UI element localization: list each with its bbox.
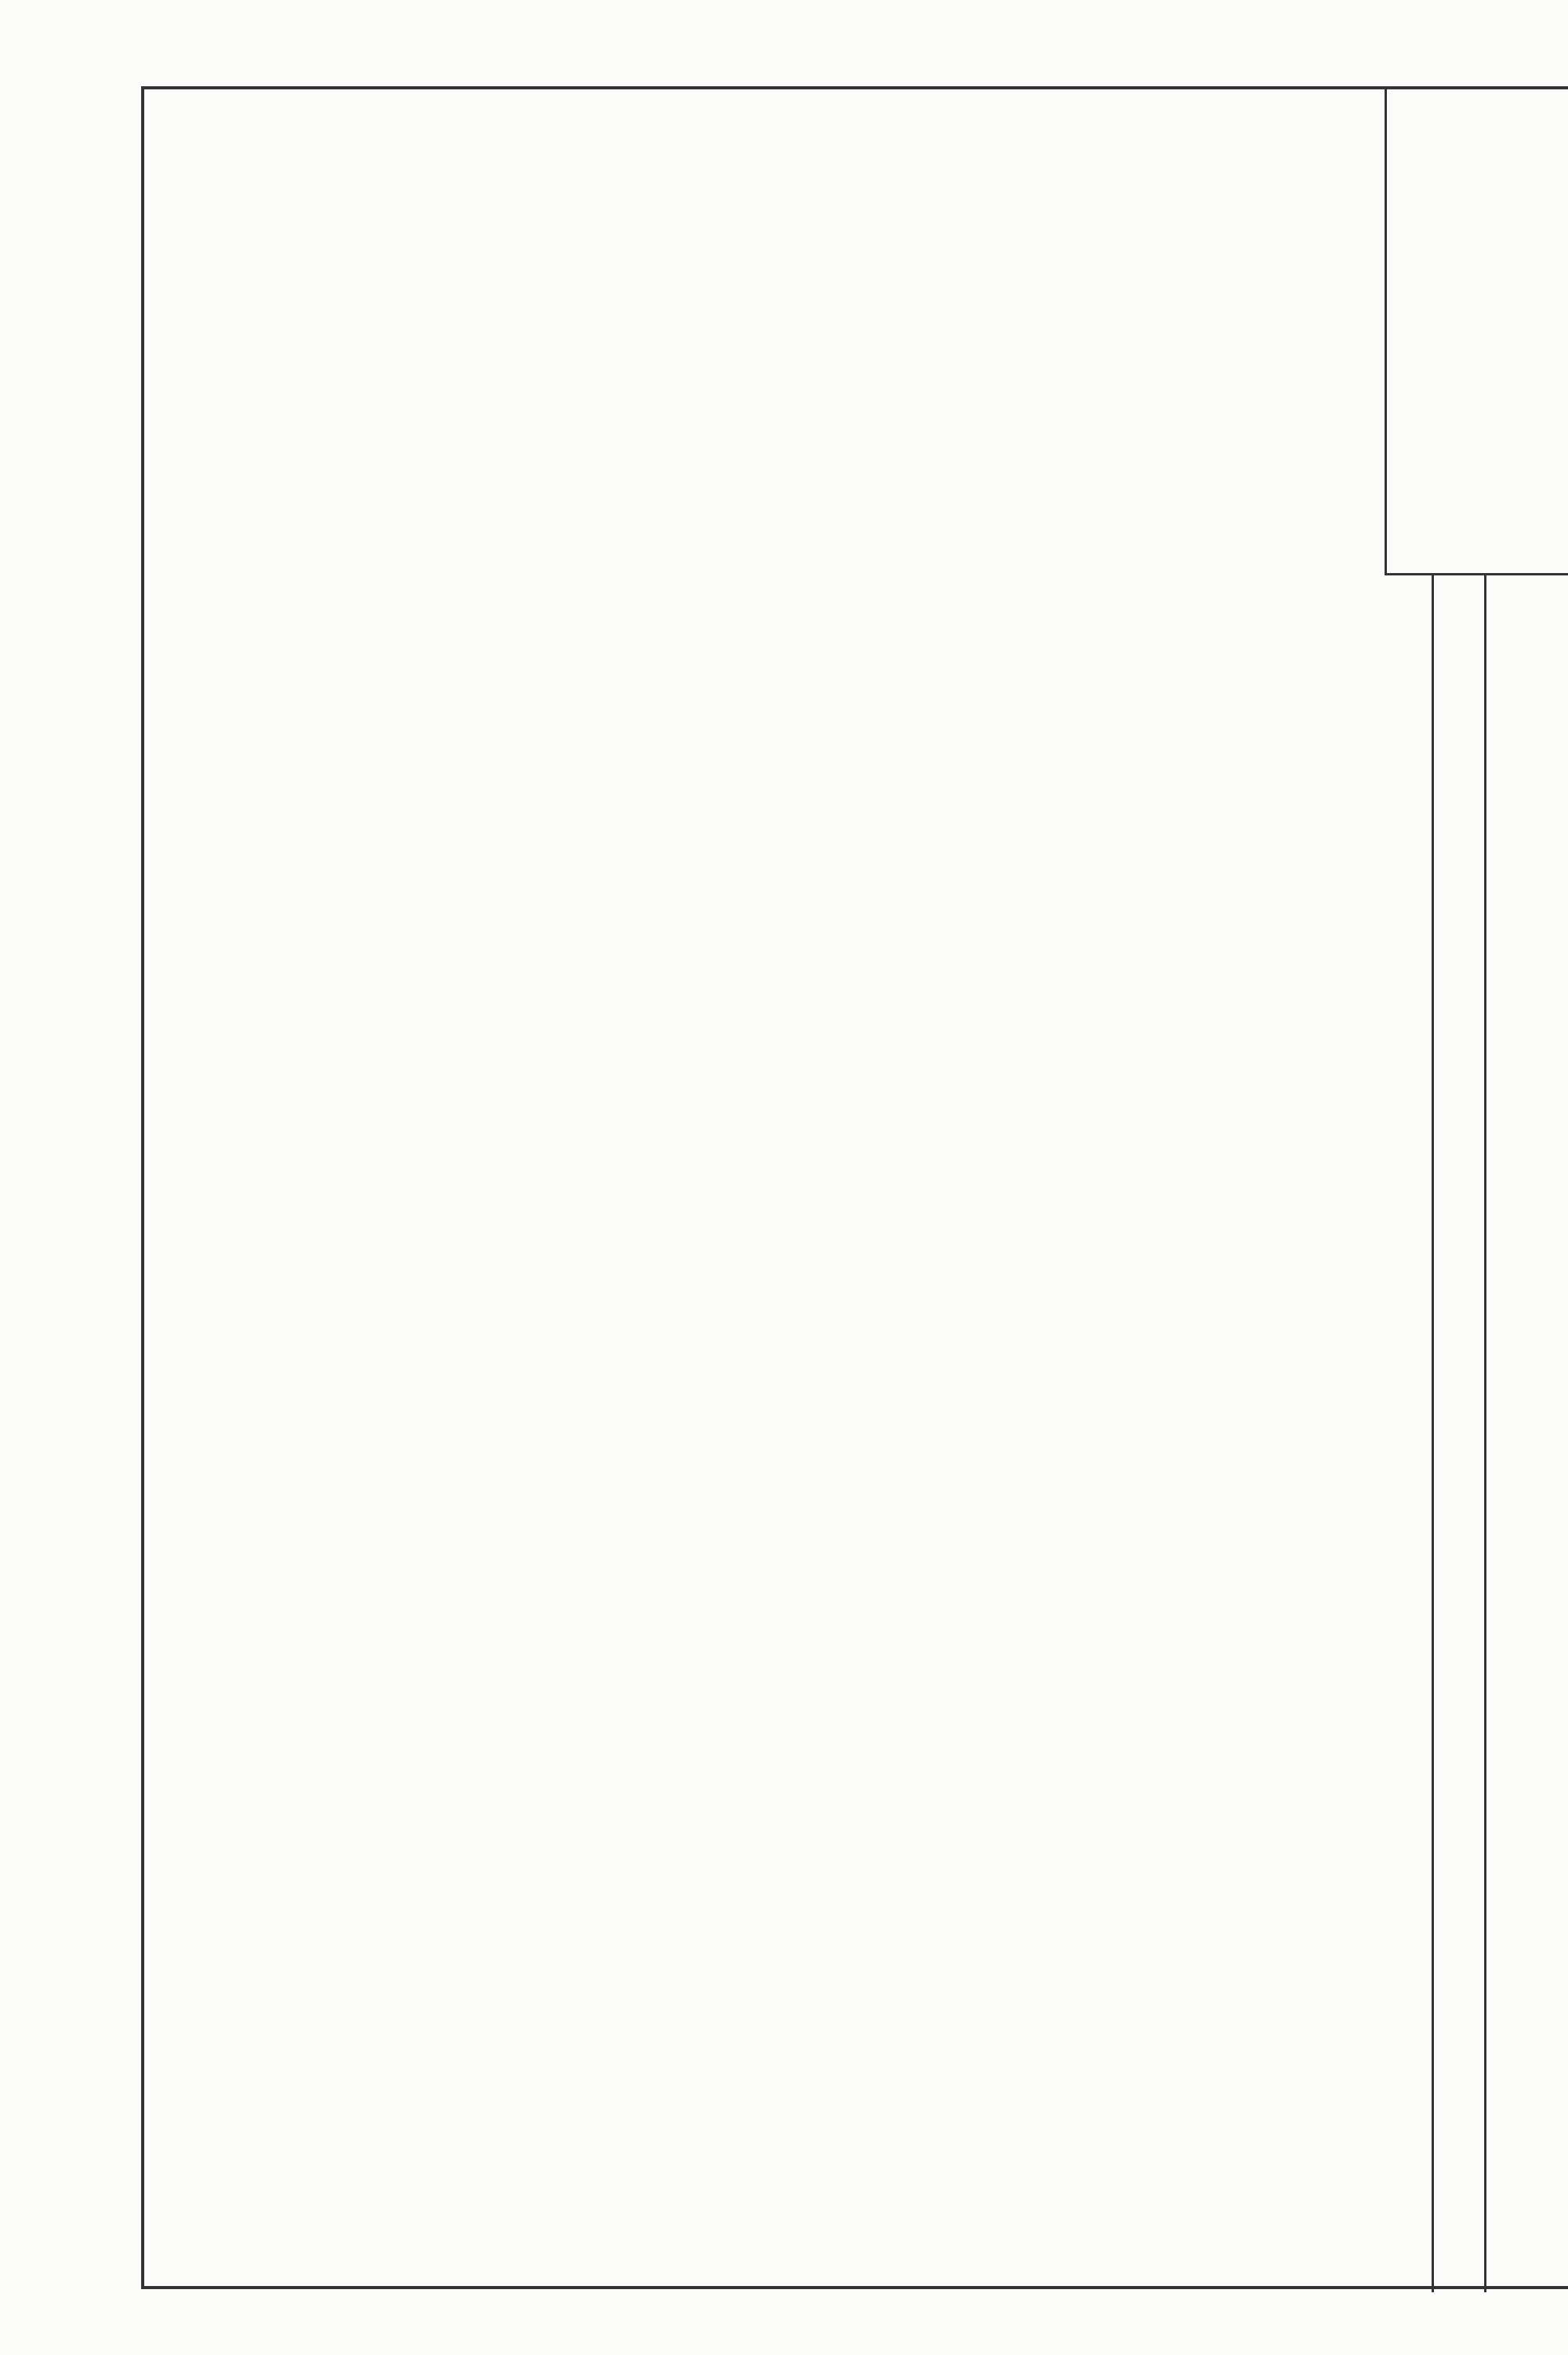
climate-sheet — [125, 86, 1568, 2289]
month-header-row — [1432, 575, 1486, 2292]
climate-table — [141, 86, 1568, 2289]
title-block — [1385, 89, 1568, 575]
